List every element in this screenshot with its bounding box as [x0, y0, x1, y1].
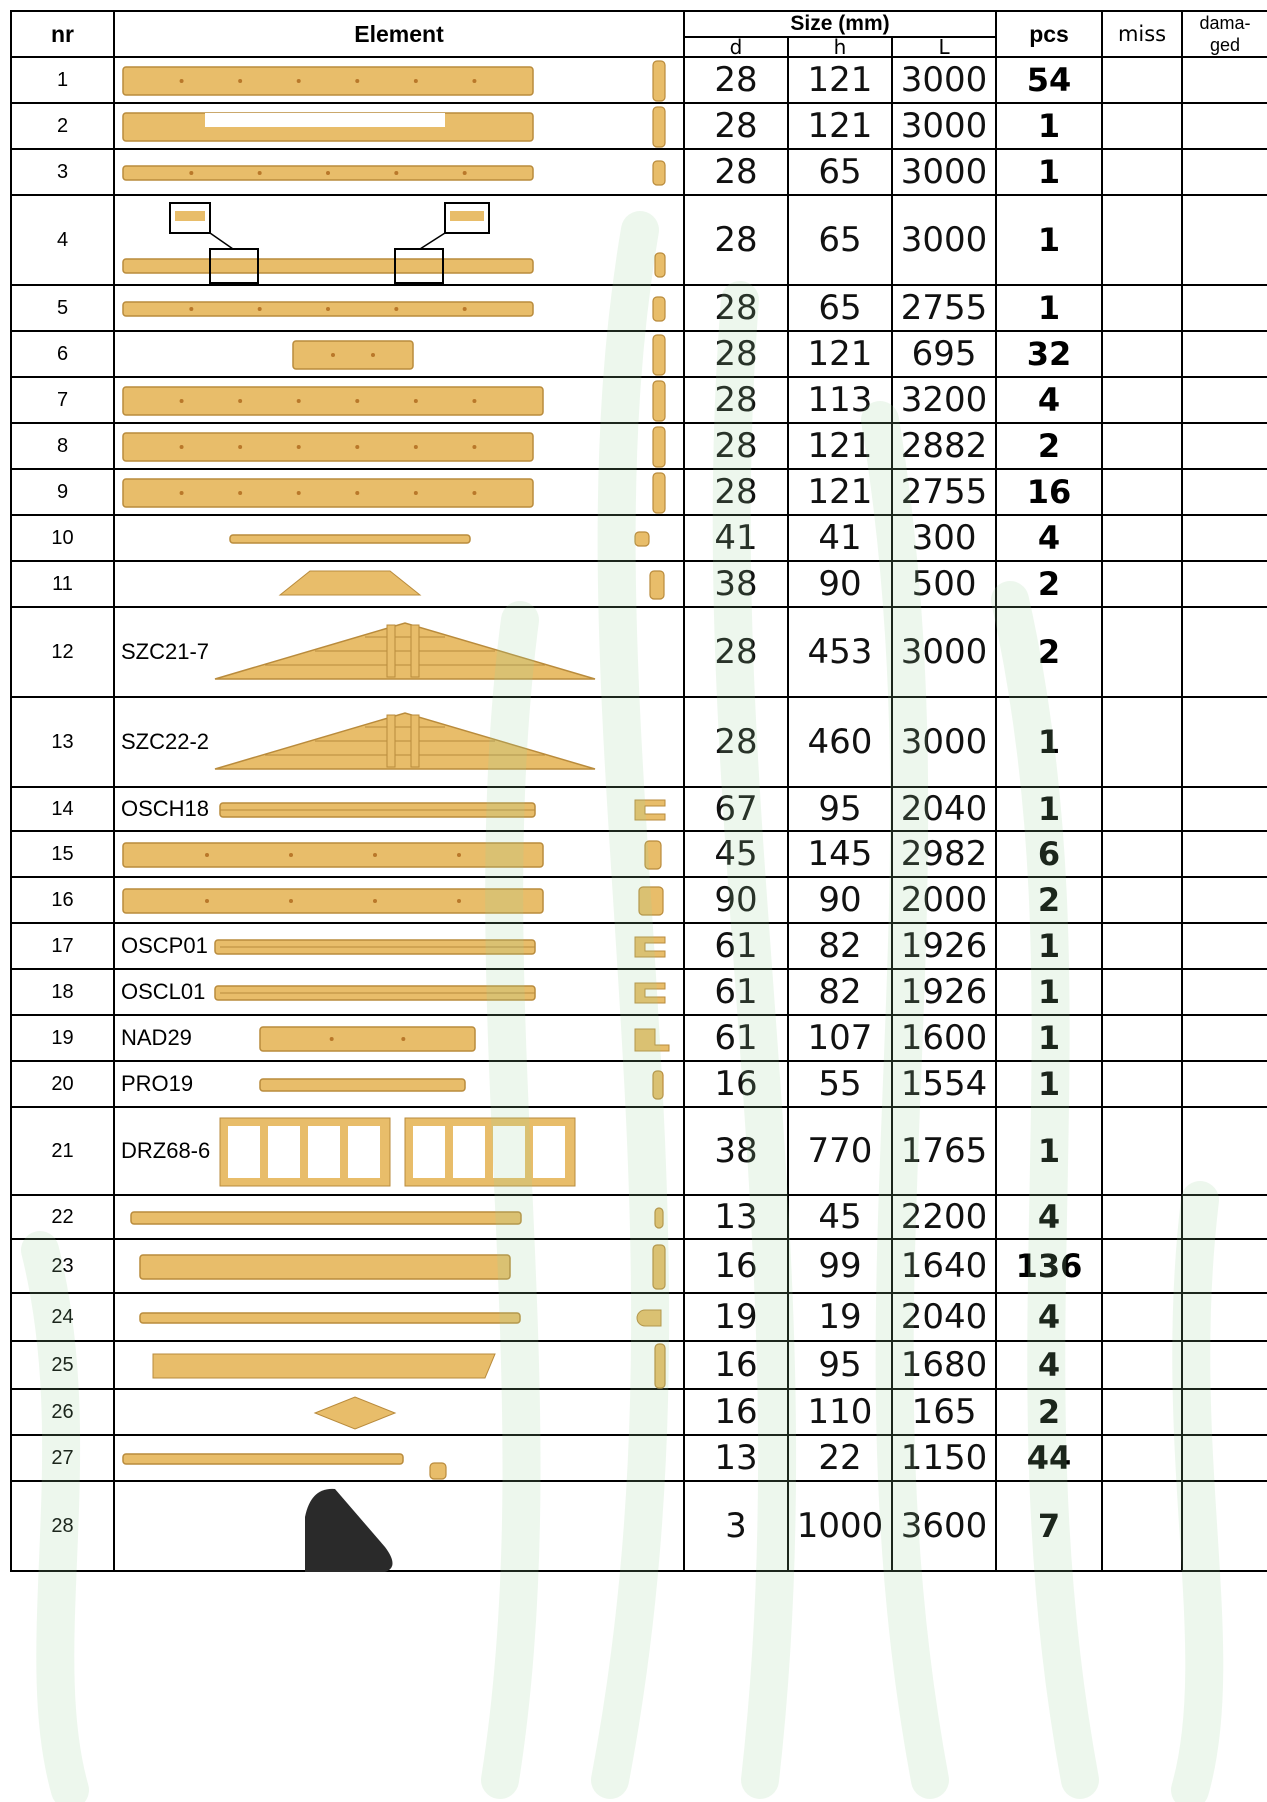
- pieces-count: 1: [996, 195, 1102, 285]
- size-l: 300: [892, 515, 996, 561]
- size-l: 1765: [892, 1107, 996, 1195]
- row-number: 25: [11, 1341, 114, 1389]
- damaged-checkbox-cell[interactable]: [1182, 787, 1267, 831]
- size-h: 22: [788, 1435, 892, 1481]
- pieces-count: 4: [996, 1341, 1102, 1389]
- size-l: 1640: [892, 1239, 996, 1293]
- element-cell: [114, 831, 684, 877]
- missing-checkbox-cell[interactable]: [1102, 103, 1182, 149]
- table-row: [11, 787, 1267, 831]
- missing-checkbox-cell[interactable]: [1102, 57, 1182, 103]
- table-row: [11, 1435, 1267, 1481]
- roofing-felt-roll-icon: [115, 1482, 689, 1572]
- pieces-count: 4: [996, 1293, 1102, 1341]
- row-number: 14: [11, 787, 114, 831]
- missing-checkbox-cell[interactable]: [1102, 285, 1182, 331]
- threshold-icon: [115, 1062, 689, 1108]
- size-l: 1150: [892, 1435, 996, 1481]
- missing-checkbox-cell[interactable]: [1102, 877, 1182, 923]
- trim-icon: [115, 1196, 689, 1240]
- damaged-checkbox-cell[interactable]: [1182, 969, 1267, 1015]
- pieces-count: 2: [996, 561, 1102, 607]
- pieces-count: 1: [996, 1061, 1102, 1107]
- size-d: 61: [684, 923, 788, 969]
- damaged-checkbox-cell[interactable]: [1182, 1341, 1267, 1389]
- parts-list-sheet: [10, 10, 1267, 1572]
- row-number: 21: [11, 1107, 114, 1195]
- pieces-count: 2: [996, 1389, 1102, 1435]
- pieces-count: 1: [996, 697, 1102, 787]
- damaged-checkbox-cell[interactable]: [1182, 1195, 1267, 1239]
- size-d: 38: [684, 1107, 788, 1195]
- pieces-count: 2: [996, 423, 1102, 469]
- size-d: 41: [684, 515, 788, 561]
- row-number: 7: [11, 377, 114, 423]
- half-plank-icon: [115, 286, 689, 332]
- size-l: 2882: [892, 423, 996, 469]
- size-h: 41: [788, 515, 892, 561]
- damaged-checkbox-cell[interactable]: [1182, 1389, 1267, 1435]
- damaged-checkbox-cell[interactable]: [1182, 561, 1267, 607]
- size-h: 145: [788, 831, 892, 877]
- size-h: 65: [788, 195, 892, 285]
- pieces-count: 54: [996, 57, 1102, 103]
- size-l: 3200: [892, 377, 996, 423]
- row-number: 10: [11, 515, 114, 561]
- pieces-count: 1: [996, 969, 1102, 1015]
- size-h: 65: [788, 149, 892, 195]
- damaged-checkbox-cell[interactable]: [1182, 57, 1267, 103]
- table-row: [11, 1107, 1267, 1195]
- size-l: 1680: [892, 1341, 996, 1389]
- pieces-count: 32: [996, 331, 1102, 377]
- element-cell: [114, 1015, 684, 1061]
- size-d: 13: [684, 1435, 788, 1481]
- size-h: 90: [788, 561, 892, 607]
- column-header-pcs: pcs: [996, 11, 1102, 57]
- size-h: 90: [788, 877, 892, 923]
- table-row: [11, 1293, 1267, 1341]
- size-l: 3000: [892, 697, 996, 787]
- element-cell: [114, 1239, 684, 1293]
- damaged-checkbox-cell[interactable]: [1182, 1293, 1267, 1341]
- element-code: DRZ68-6: [121, 1138, 211, 1163]
- size-l: 500: [892, 561, 996, 607]
- missing-checkbox-cell[interactable]: [1102, 697, 1182, 787]
- element-cell: [114, 1389, 684, 1435]
- pieces-count: 136: [996, 1239, 1102, 1293]
- size-l: 3000: [892, 607, 996, 697]
- size-l: 3600: [892, 1481, 996, 1571]
- element-cell: [114, 561, 684, 607]
- row-number: 5: [11, 285, 114, 331]
- diamond-ornament-icon: [115, 1390, 689, 1436]
- square-batten-icon: [115, 516, 689, 562]
- damaged-checkbox-cell[interactable]: [1182, 1107, 1267, 1195]
- row-number: 22: [11, 1195, 114, 1239]
- size-h: 1000: [788, 1481, 892, 1571]
- missing-checkbox-cell[interactable]: [1102, 1239, 1182, 1293]
- size-l: 2755: [892, 285, 996, 331]
- pieces-count: 1: [996, 103, 1102, 149]
- row-number: 3: [11, 149, 114, 195]
- row-number: 8: [11, 423, 114, 469]
- size-d: 3: [684, 1481, 788, 1571]
- floor-board-icon: [115, 1240, 689, 1294]
- element-cell: [114, 1061, 684, 1107]
- pieces-count: 2: [996, 877, 1102, 923]
- table-row: [11, 1015, 1267, 1061]
- size-l: 1926: [892, 969, 996, 1015]
- missing-checkbox-cell[interactable]: [1102, 195, 1182, 285]
- pieces-count: 1: [996, 787, 1102, 831]
- table-row: [11, 57, 1267, 103]
- plank-icon: [115, 378, 689, 424]
- row-number: 28: [11, 1481, 114, 1571]
- size-h: 82: [788, 969, 892, 1015]
- damaged-checkbox-cell[interactable]: [1182, 331, 1267, 377]
- size-h: 65: [788, 285, 892, 331]
- column-header-d: d: [684, 37, 788, 57]
- row-number: 9: [11, 469, 114, 515]
- damaged-checkbox-cell[interactable]: [1182, 515, 1267, 561]
- size-l: 2755: [892, 469, 996, 515]
- element-cell: [114, 877, 684, 923]
- size-d: 28: [684, 149, 788, 195]
- damaged-checkbox-cell[interactable]: [1182, 923, 1267, 969]
- element-cell: [114, 1435, 684, 1481]
- size-d: 28: [684, 285, 788, 331]
- size-h: 121: [788, 57, 892, 103]
- missing-checkbox-cell[interactable]: [1102, 969, 1182, 1015]
- damaged-checkbox-cell[interactable]: [1182, 1481, 1267, 1571]
- element-code: OSCH18: [121, 796, 210, 821]
- size-h: 121: [788, 331, 892, 377]
- column-header-h: h: [788, 37, 892, 57]
- missing-checkbox-cell[interactable]: [1102, 787, 1182, 831]
- table-row: [11, 469, 1267, 515]
- damaged-checkbox-cell[interactable]: [1182, 377, 1267, 423]
- size-h: 110: [788, 1389, 892, 1435]
- pieces-count: 6: [996, 831, 1102, 877]
- size-h: 121: [788, 103, 892, 149]
- pieces-count: 44: [996, 1435, 1102, 1481]
- damaged-checkbox-cell[interactable]: [1182, 831, 1267, 877]
- row-number: 11: [11, 561, 114, 607]
- row-number: 4: [11, 195, 114, 285]
- pieces-count: 4: [996, 1195, 1102, 1239]
- element-code: OSCL01: [121, 979, 206, 1004]
- element-cell: [114, 469, 684, 515]
- size-d: 45: [684, 831, 788, 877]
- size-l: 695: [892, 331, 996, 377]
- beam-icon: [115, 878, 689, 924]
- damaged-checkbox-cell[interactable]: [1182, 423, 1267, 469]
- row-number: 27: [11, 1435, 114, 1481]
- damaged-label-line1: dama-: [1199, 13, 1251, 33]
- table-row: [11, 103, 1267, 149]
- size-h: 55: [788, 1061, 892, 1107]
- element-cell: [114, 285, 684, 331]
- missing-checkbox-cell[interactable]: [1102, 1195, 1182, 1239]
- table-row: [11, 423, 1267, 469]
- size-d: 28: [684, 331, 788, 377]
- size-l: 1554: [892, 1061, 996, 1107]
- size-l: 165: [892, 1389, 996, 1435]
- damaged-checkbox-cell[interactable]: [1182, 195, 1267, 285]
- damaged-checkbox-cell[interactable]: [1182, 697, 1267, 787]
- half-plank-icon: [115, 150, 689, 196]
- size-d: 28: [684, 377, 788, 423]
- row-number: 13: [11, 697, 114, 787]
- size-d: 16: [684, 1061, 788, 1107]
- half-plank-detail-icon: [115, 196, 689, 286]
- parts-table: [10, 10, 1267, 1572]
- damaged-checkbox-cell[interactable]: [1182, 469, 1267, 515]
- plank-icon: [115, 424, 689, 470]
- column-header-damaged: [1182, 11, 1267, 57]
- size-h: 453: [788, 607, 892, 697]
- fascia-board-icon: [115, 1342, 689, 1390]
- missing-checkbox-cell[interactable]: [1102, 1293, 1182, 1341]
- plank-tongue-groove-icon: [115, 58, 689, 104]
- size-h: 95: [788, 1341, 892, 1389]
- missing-checkbox-cell[interactable]: [1102, 515, 1182, 561]
- damaged-checkbox-cell[interactable]: [1182, 1239, 1267, 1293]
- row-number: 15: [11, 831, 114, 877]
- table-row: [11, 331, 1267, 377]
- missing-checkbox-cell[interactable]: [1102, 1389, 1182, 1435]
- element-cell: [114, 423, 684, 469]
- row-number: 20: [11, 1061, 114, 1107]
- missing-checkbox-cell[interactable]: [1102, 469, 1182, 515]
- element-cell: [114, 1481, 684, 1571]
- header-beam-icon: [115, 1016, 689, 1062]
- pieces-count: 1: [996, 923, 1102, 969]
- size-h: 107: [788, 1015, 892, 1061]
- size-d: 19: [684, 1293, 788, 1341]
- element-cell: [114, 377, 684, 423]
- size-h: 19: [788, 1293, 892, 1341]
- row-number: 19: [11, 1015, 114, 1061]
- table-row: [11, 877, 1267, 923]
- damaged-label-line2: ged: [1210, 35, 1241, 55]
- row-number: 12: [11, 607, 114, 697]
- size-l: 3000: [892, 149, 996, 195]
- size-d: 28: [684, 195, 788, 285]
- row-number: 1: [11, 57, 114, 103]
- element-code: OSCP01: [121, 933, 208, 958]
- damaged-checkbox-cell[interactable]: [1182, 1435, 1267, 1481]
- element-cell: [114, 195, 684, 285]
- damaged-checkbox-cell[interactable]: [1182, 607, 1267, 697]
- pieces-count: 4: [996, 377, 1102, 423]
- short-plank-icon: [115, 332, 689, 378]
- small-batten-icon: [115, 1436, 689, 1482]
- plank-cutout-icon: [115, 104, 689, 150]
- size-d: 16: [684, 1341, 788, 1389]
- size-l: 2000: [892, 877, 996, 923]
- size-d: 16: [684, 1239, 788, 1293]
- element-code: NAD29: [121, 1025, 192, 1050]
- size-l: 2040: [892, 1293, 996, 1341]
- element-cell: [114, 607, 684, 697]
- element-cell: [114, 1107, 684, 1195]
- damaged-checkbox-cell[interactable]: [1182, 1061, 1267, 1107]
- element-cell: [114, 149, 684, 195]
- table-row: [11, 607, 1267, 697]
- table-row: [11, 969, 1267, 1015]
- element-cell: [114, 697, 684, 787]
- size-h: 99: [788, 1239, 892, 1293]
- size-h: 121: [788, 423, 892, 469]
- damaged-checkbox-cell[interactable]: [1182, 149, 1267, 195]
- row-number: 24: [11, 1293, 114, 1341]
- size-d: 16: [684, 1389, 788, 1435]
- pieces-count: 1: [996, 1015, 1102, 1061]
- size-d: 67: [684, 787, 788, 831]
- element-code: SZC21-7: [121, 639, 210, 664]
- missing-checkbox-cell[interactable]: [1102, 423, 1182, 469]
- row-number: 17: [11, 923, 114, 969]
- element-cell: [114, 787, 684, 831]
- column-header-size: Size (mm): [684, 11, 996, 37]
- element-cell: [114, 1195, 684, 1239]
- table-row: [11, 1239, 1267, 1293]
- size-d: 28: [684, 423, 788, 469]
- trapezoid-block-icon: [115, 562, 689, 608]
- table-row: [11, 1389, 1267, 1435]
- size-d: 61: [684, 1015, 788, 1061]
- missing-checkbox-cell[interactable]: [1102, 923, 1182, 969]
- element-cell: [114, 969, 684, 1015]
- row-number: 6: [11, 331, 114, 377]
- element-code: SZC22-2: [121, 729, 210, 754]
- pieces-count: 1: [996, 1107, 1102, 1195]
- element-cell: [114, 1341, 684, 1389]
- size-l: 2040: [892, 787, 996, 831]
- pieces-count: 1: [996, 285, 1102, 331]
- missing-checkbox-cell[interactable]: [1102, 1341, 1182, 1389]
- missing-checkbox-cell[interactable]: [1102, 331, 1182, 377]
- row-number: 23: [11, 1239, 114, 1293]
- element-code: PRO19: [121, 1071, 194, 1096]
- size-d: 13: [684, 1195, 788, 1239]
- damaged-checkbox-cell[interactable]: [1182, 877, 1267, 923]
- size-d: 28: [684, 103, 788, 149]
- size-l: 2200: [892, 1195, 996, 1239]
- row-number: 26: [11, 1389, 114, 1435]
- table-row: [11, 1481, 1267, 1571]
- size-l: 1600: [892, 1015, 996, 1061]
- size-h: 82: [788, 923, 892, 969]
- table-row: [11, 923, 1267, 969]
- size-d: 28: [684, 697, 788, 787]
- missing-checkbox-cell[interactable]: [1102, 1061, 1182, 1107]
- size-d: 28: [684, 469, 788, 515]
- size-h: 45: [788, 1195, 892, 1239]
- element-cell: [114, 923, 684, 969]
- table-row: [11, 195, 1267, 285]
- beam-icon: [115, 832, 689, 878]
- pieces-count: 4: [996, 515, 1102, 561]
- pieces-count: 2: [996, 607, 1102, 697]
- missing-checkbox-cell[interactable]: [1102, 1015, 1182, 1061]
- element-cell: [114, 515, 684, 561]
- missing-checkbox-cell[interactable]: [1102, 1481, 1182, 1571]
- table-row: [11, 285, 1267, 331]
- size-h: 121: [788, 469, 892, 515]
- element-cell: [114, 1293, 684, 1341]
- size-l: 3000: [892, 195, 996, 285]
- table-row: [11, 561, 1267, 607]
- size-d: 28: [684, 607, 788, 697]
- size-l: 3000: [892, 103, 996, 149]
- missing-checkbox-cell[interactable]: [1102, 1107, 1182, 1195]
- size-h: 460: [788, 697, 892, 787]
- row-number: 18: [11, 969, 114, 1015]
- row-number: 16: [11, 877, 114, 923]
- size-d: 38: [684, 561, 788, 607]
- row-number: 2: [11, 103, 114, 149]
- element-cell: [114, 57, 684, 103]
- column-header-l: L: [892, 37, 996, 57]
- table-row: [11, 1061, 1267, 1107]
- size-h: 770: [788, 1107, 892, 1195]
- table-row: [11, 831, 1267, 877]
- table-row: [11, 149, 1267, 195]
- damaged-checkbox-cell[interactable]: [1182, 103, 1267, 149]
- missing-checkbox-cell[interactable]: [1102, 377, 1182, 423]
- size-d: 61: [684, 969, 788, 1015]
- plank-icon: [115, 470, 689, 516]
- size-l: 3000: [892, 57, 996, 103]
- size-d: 28: [684, 57, 788, 103]
- missing-checkbox-cell[interactable]: [1102, 831, 1182, 877]
- parts-table-body: [11, 57, 1267, 1571]
- column-header-nr: nr: [11, 11, 114, 57]
- damaged-checkbox-cell[interactable]: [1182, 285, 1267, 331]
- missing-checkbox-cell[interactable]: [1102, 1435, 1182, 1481]
- size-l: 1926: [892, 923, 996, 969]
- damaged-checkbox-cell[interactable]: [1182, 1015, 1267, 1061]
- column-header-element: Element: [114, 11, 684, 57]
- size-h: 95: [788, 787, 892, 831]
- quarter-round-icon: [115, 1294, 689, 1342]
- missing-checkbox-cell[interactable]: [1102, 607, 1182, 697]
- pieces-count: 7: [996, 1481, 1102, 1571]
- size-h: 113: [788, 377, 892, 423]
- missing-checkbox-cell[interactable]: [1102, 561, 1182, 607]
- size-l: 2982: [892, 831, 996, 877]
- size-d: 90: [684, 877, 788, 923]
- table-row: [11, 1341, 1267, 1389]
- element-cell: [114, 331, 684, 377]
- table-row: [11, 697, 1267, 787]
- table-row: [11, 1195, 1267, 1239]
- table-row: [11, 515, 1267, 561]
- pieces-count: 16: [996, 469, 1102, 515]
- column-header-miss: miss: [1102, 11, 1182, 57]
- table-row: [11, 377, 1267, 423]
- missing-checkbox-cell[interactable]: [1102, 149, 1182, 195]
- pieces-count: 1: [996, 149, 1102, 195]
- element-cell: [114, 103, 684, 149]
